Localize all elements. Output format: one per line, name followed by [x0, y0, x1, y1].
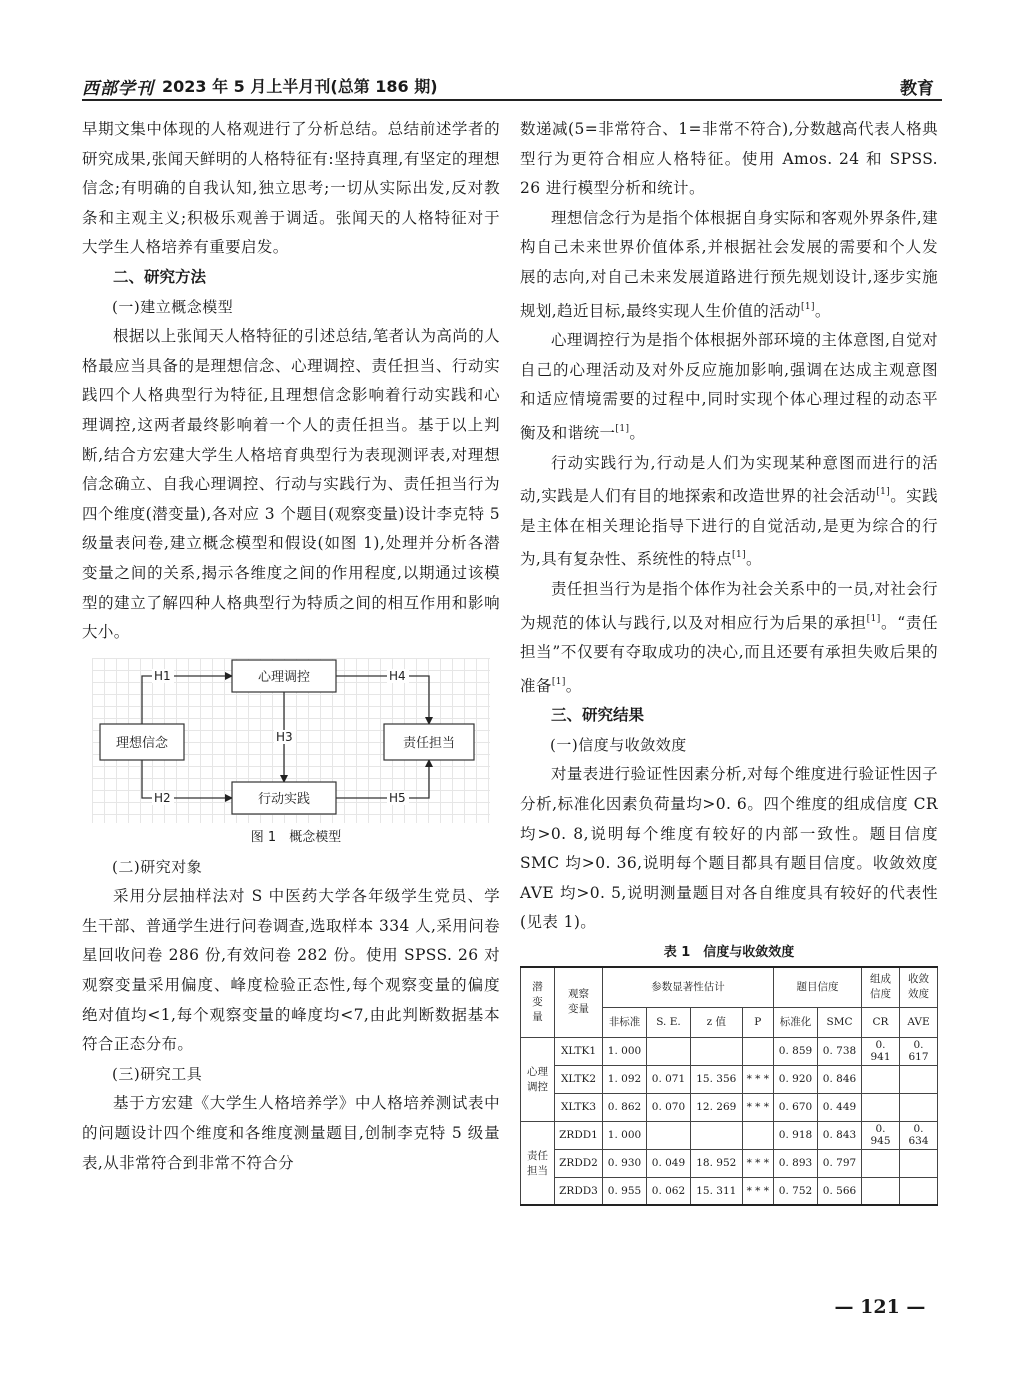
- edge-h4: [336, 676, 429, 724]
- citation: [1]: [732, 550, 746, 561]
- latent-name: 责任担当: [521, 1121, 555, 1205]
- paragraph-ideal-belief: 理想信念行为是指个体根据自身实际和客观外界条件,建构自己未来世界价值体系,并根据社会发展的需要和个人发展的志向,对自己未来发展道路进行预先规划设计,逐步实施规划,趋近目标,最终实现人生价值的活动[1]。: [520, 208, 938, 320]
- left-column: [82, 115, 500, 1178]
- table-row: XLTK3 0. 862 0. 070 12. 269 * * * 0. 670 0. 449: [521, 1093, 938, 1121]
- col-cr: CR: [862, 1007, 900, 1037]
- col-std: 标准化: [774, 1007, 818, 1037]
- col-observed: 观察变量: [555, 967, 603, 1037]
- col-ave-group: 收敛效度: [900, 967, 938, 1007]
- page-header: [82, 72, 942, 102]
- col-ave: AVE: [900, 1007, 938, 1037]
- paragraph-responsibility: 责任担当行为是指个体作为社会关系中的一员,对社会行为规范的体认与践行,以及对相应行为后果的承担[1]。“责任担当”不仅要有夺取成功的决心,而且还要有承担失败后果的准备[1]。: [520, 579, 939, 695]
- edge-label-h3: H3: [276, 729, 293, 744]
- paragraph-action-practice: 行动实践行为,行动是人们为实现某种意图而进行的活动,实践是人们有目的地探索和改造世界的社会活动[1]。实践是主体在相关理论指导下进行的自觉活动,是更为综合的行为,具有复杂性、系统性的特点[1]。: [520, 453, 938, 569]
- heading-research-tool: (三)研究工具: [112, 1064, 203, 1083]
- col-unstd: 非标准: [603, 1007, 647, 1037]
- latent-name: 心理调控: [521, 1037, 555, 1121]
- edge-label-h5: H5: [389, 790, 406, 805]
- table-row: 心理调控 XLTK1 1. 000 0. 859 0. 738 0. 941 0. 617: [521, 1037, 938, 1065]
- edge-label-h4: H4: [389, 668, 406, 683]
- heading-research-method: 二、研究方法: [113, 267, 207, 286]
- col-params: 参数显著性估计: [603, 967, 774, 1007]
- col-z: z 值: [690, 1007, 742, 1037]
- issue-info: 2023 年 5 月上半月刊(总第 186 期): [162, 77, 438, 96]
- journal-logo: 西部学刊: [82, 79, 154, 99]
- paragraph-reliability: 对量表进行验证性因素分析,对每个维度进行验证性因子分析,标准化因素负荷量均>0. 6。四个维度的组成信度 CR 均>0. 8,说明每个维度有较好的内部一致性。题目信度 SMC 均>0. 36,说明每个题目都具有题目信度。收敛效度 AVE 均>0. 5,说明测量题目对各自维度具有较好的代表性(见表 1)。: [520, 765, 938, 932]
- node-xingdong: 行动实践: [257, 791, 311, 807]
- paragraph-tool: 基于方宏建《大学生人格培养学》中人格培养测试表中的问题设计四个维度和各维度测量题目,创制李克特 5 级量表,从非常符合到非常不符合分: [82, 1094, 500, 1172]
- col-se: S. E.: [646, 1007, 690, 1037]
- table-row: ZRDD3 0. 955 0. 062 15. 311 * * * 0. 752 0. 566: [521, 1177, 938, 1205]
- header-rule: [82, 99, 942, 101]
- heading-research-results: 三、研究结果: [551, 706, 645, 725]
- edge-label-h1: H1: [154, 668, 171, 683]
- col-cr-group: 组成信度: [862, 967, 900, 1007]
- citation: [1]: [800, 301, 815, 312]
- paragraph-scoring: 数递减(5=非常符合、1=非常不符合),分数越高代表人格典型行为更符合相应人格特征。使用 Amos. 24 和 SPSS. 26 进行模型分析和统计。: [520, 120, 938, 198]
- concept-model-diagram: [92, 658, 490, 823]
- table-title: 表 1 信度与收敛效度: [663, 945, 795, 961]
- page-number: — 121 —: [834, 1296, 926, 1318]
- edge-h1: [142, 676, 232, 724]
- col-p: P: [742, 1007, 773, 1037]
- table-row: 责任担当 ZRDD1 1. 000 0. 918 0. 843 0. 945 0. 634: [521, 1121, 938, 1149]
- reliability-table: [520, 966, 938, 1206]
- figure-caption: 图 1 概念模型: [250, 829, 342, 845]
- table-row: XLTK2 1. 092 0. 071 15. 356 * * * 0. 920 0. 846: [521, 1065, 938, 1093]
- paragraph-intro: 早期文集中体现的人格观进行了分析总结。总结前述学者的研究成果,张闻天鲜明的人格特征有:坚持真理,有坚定的理想信念;有明确的自我认知,独立思考;一切从实际出发,反对教条和主观主义;积极乐观善于调适。张闻天的人格特征对于大学生人格培养有重要启发。: [82, 120, 500, 257]
- citation: [1]: [866, 613, 881, 624]
- node-zeren: 责任担当: [402, 735, 456, 751]
- col-smc: SMC: [818, 1007, 862, 1037]
- paragraph-model: 根据以上张闻天人格特征的引述总结,笔者认为高尚的人格最应当具备的是理想信念、心理调控、责任担当、行动实践四个人格典型行为特征,且理想信念影响着行动实践和心理调控,这两者最终影响着一个人的责任担当。基于以上判断,结合方宏建大学生人格培育典型行为表现测评表,对理想信念确立、自我心理调控、行动与实践行为、责任担当行为四个维度(潜变量),各对应 3 个题目(观察变量)设计李克特 5 级量表问卷,建立概念模型和假设(如图 1),处理并分析各潜变量之间的关系,揭示各维度之间的作用程度,以期通过该模型的建立了解四种人格典型行为特质之间的相互作用和影响大小。: [82, 327, 500, 642]
- col-item-reliability: 题目信度: [774, 967, 862, 1007]
- node-xinli: 心理调控: [257, 669, 311, 685]
- edge-h5: [336, 760, 429, 798]
- node-lixiang: 理想信念: [115, 735, 169, 751]
- section-label: 教育: [900, 79, 934, 99]
- citation: [1]: [876, 487, 891, 498]
- heading-concept-model: (一)建立概念模型: [112, 297, 234, 316]
- table-row: ZRDD2 0. 930 0. 049 18. 952 * * * 0. 893 0. 797: [521, 1149, 938, 1177]
- right-column: [520, 115, 938, 1206]
- concept-model-figure: [92, 658, 490, 823]
- paragraph-object: 采用分层抽样法对 S 中医药大学各年级学生党员、学生干部、普通学生进行问卷调查,选取样本 334 人,采用问卷星回收问卷 286 份,有效问卷 282 份。使用 SPSS. 26 对观察变量采用偏度、峰度检验正态性,每个观察变量的偏度绝对值均<1,每个观察变量的峰度均<7,由此判断数据基本符合正态分布。: [82, 887, 500, 1054]
- edge-label-h2: H2: [154, 790, 171, 805]
- col-latent: 潜变量: [521, 967, 555, 1037]
- heading-research-object: (二)研究对象: [112, 857, 203, 876]
- citation: [1]: [551, 676, 566, 687]
- heading-reliability: (一)信度与收敛效度: [550, 735, 687, 754]
- paragraph-psych-control: 心理调控行为是指个体根据外部环境的主体意图,自觉对自己的心理活动及对外反应施加影响,强调在达成主观意图和适应情境需要的过程中,同时实现个体心理过程的动态平衡及和谐统一[1]。: [520, 331, 938, 442]
- citation: [1]: [615, 423, 630, 434]
